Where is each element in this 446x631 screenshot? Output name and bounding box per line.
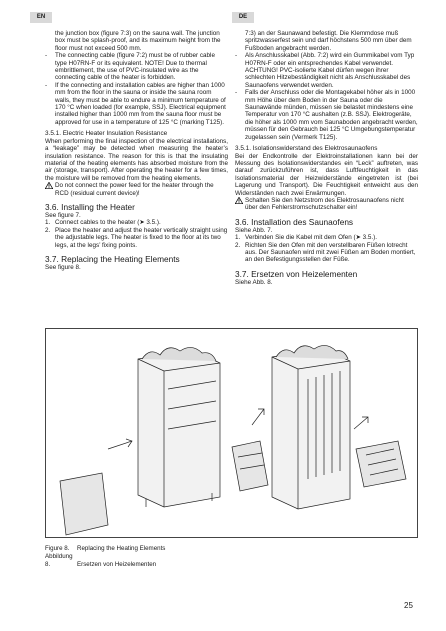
en-bullet-installation-cables [45,82,228,126]
de-bullet-installation-cables [235,89,418,141]
step-number: 2. [235,241,241,249]
english-column [45,30,228,271]
caption-en-number: Figure 8. [45,545,70,552]
en-heading-3-6: 3.6. Installing the Heater [45,201,135,212]
bullet-mark: - [235,52,238,60]
de-bullet-connecting-cable [235,52,418,89]
de-see-figure-7: Siehe Abb. 7. [235,226,273,234]
de-paragraph-insulation: Bei der Endkontrolle der Elektroinstallationen kann bei der Messung des Isolationswiderstandes ein “Leck” auftreten, was darauf zurückzuführen ist, dass Luftfeuchtigkeit in das Isolationsmaterial der Heizwiderstände eingetreten ist (bei Lagerung und Transport). Die Feuchtigkeit entweicht aus den Widerständen nach zwei Erwärmungen. [235,152,418,197]
de-step-2 [235,242,418,264]
step-number: 1. [45,219,51,227]
en-paragraph-insulation: When performing the final inspection of the electrical installations, a “leakage” may be detected when measuring the heater’s insulation resistance. The reason for this is that the insulating material of the heating elements has absorbed moisture from the air (storage, transport). After operating the heater for a few times, the moisture will be removed from the heating elements. [45,137,228,182]
de-heading-3-5-1: 3.5.1. Isolationswiderstand des Elektrosaunaofens [235,145,378,153]
de-warning [235,197,418,212]
figure-caption [45,545,165,568]
figure-8-illustration [46,329,417,537]
de-paragraph-junction-box: 7:3) an der Saunawand befestigt. Die Klemmdose muß spritzwasserfest sein und darf höchstens 500 mm über dem Fußboden angebracht werden. [245,30,412,52]
en-warning [45,182,228,197]
bullet-mark: - [45,81,48,89]
en-heading-3-7: 3.7. Replacing the Heating Elements [45,253,180,264]
en-bullet-text: The connecting cable (figure 7:2) must be of rubber cable type H07RN-F or its equivalent. NOTE! Due to thermal embrittlement, the use of PVC-insulated wire as the connecting cable of the heater is forbidden. [55,52,215,82]
en-step-1 [45,219,228,226]
warning-triangle-icon [45,182,53,191]
en-bullet-text: If the connecting and installation cables are higher than 1000 mm from the floor in the sauna or inside the sauna room walls, they must be able to endure a minimum temperature of 170 °C when loaded (for example, SSJ). Electrical equipment installed higher than 1000 mm from the sauna floor must be approved for use in a temperature of 125 °C (marking T125). [55,81,226,126]
caption-de-text: Ersetzen von Heizelementen [77,560,157,568]
page-number: 25 [404,601,413,610]
de-heading-3-7: 3.7. Ersetzen von Heizelementen [235,268,358,279]
en-step-text: Place the heater and adjust the heater vertically straight using the adjustable legs. The heater is fixed to the floor at its two legs, at the legs’ fixing points. [55,226,228,249]
language-tag-en: EN [30,12,52,23]
bullet-mark: - [45,52,48,60]
en-warning-text: Do not connect the power feed for the heater through the RCD (residual current device)! [55,182,214,197]
de-warning-text: Schalten Sie den Netzstrom des Elektrosaunaofens nicht über den Fehlerstromschutzschalter ein! [245,196,404,212]
en-see-figure-7: See figure 7. [45,211,81,219]
caption-de-number: Abbildung 8. [45,552,73,568]
en-see-figure-8: See figure 8. [45,263,81,271]
de-bullet-text: Falls der Anschluss oder die Montagekabel höher als in 1000 mm Höhe über dem Boden in der Sauna oder die Saunawände münden, müssen sie belastet mindestens eine Temperatur von 170 °C aushalten (z.B. SSJ). Elektrogeräte, die höher als 1000 mm vom Saunaboden angebracht werden, müssen für den Gebrauch bei 125 °C Umgebungstemperatur zugelassen sein (Vermerk T125). [245,89,418,141]
de-see-figure-8: Siehe Abb. 8. [235,278,273,286]
step-number: 1. [235,234,241,242]
caption-en [45,545,165,553]
de-step-text: Richten Sie den Ofen mit den verstellbaren Füßen lotrecht aus. Der Saunaofen wird mit zwei Füßen am Boden montiert, an den Befestigungsstellen der Füße. [245,241,416,264]
step-number: 2. [45,226,51,234]
language-tag-de: DE [232,12,254,23]
de-step-text: Verbinden Sie die Kabel mit dem Ofen (➤ 3.5.). [245,234,377,242]
de-step-1 [235,234,418,241]
figure-8-frame [45,328,418,538]
en-heading-3-5-1: 3.5.1. Electric Heater Insulation Resistance [45,130,168,138]
caption-de [45,553,165,569]
en-step-2 [45,227,228,249]
warning-triangle-icon [235,197,243,206]
en-bullet-connecting-cable [45,52,228,82]
bullet-mark: - [235,89,238,97]
de-heading-3-6: 3.6. Installation des Saunaofens [235,216,354,227]
en-paragraph-junction-box: the junction box (figure 7:3) on the sauna wall. The junction box must be splash-proof, and its maximum height from the floor must not exceed 500 mm. [55,30,221,52]
de-bullet-text: Als Anschlusskabel (Abb. 7:2) wird ein Gummikabel vom Typ H07RN-F oder ein entsprechendes Kabel verwendet. ACHTUNG! PVC-isolierte Kabel dürfen wegen ihrer schlechten Hitzebeständigkeit nicht als Anschlusskabel des Saunaofens verwendet werden. [245,52,415,89]
en-step-text: Connect cables to the heater (➤ 3.5.). [55,219,161,227]
german-column [235,30,418,286]
caption-en-text: Replacing the Heating Elements [77,545,166,552]
